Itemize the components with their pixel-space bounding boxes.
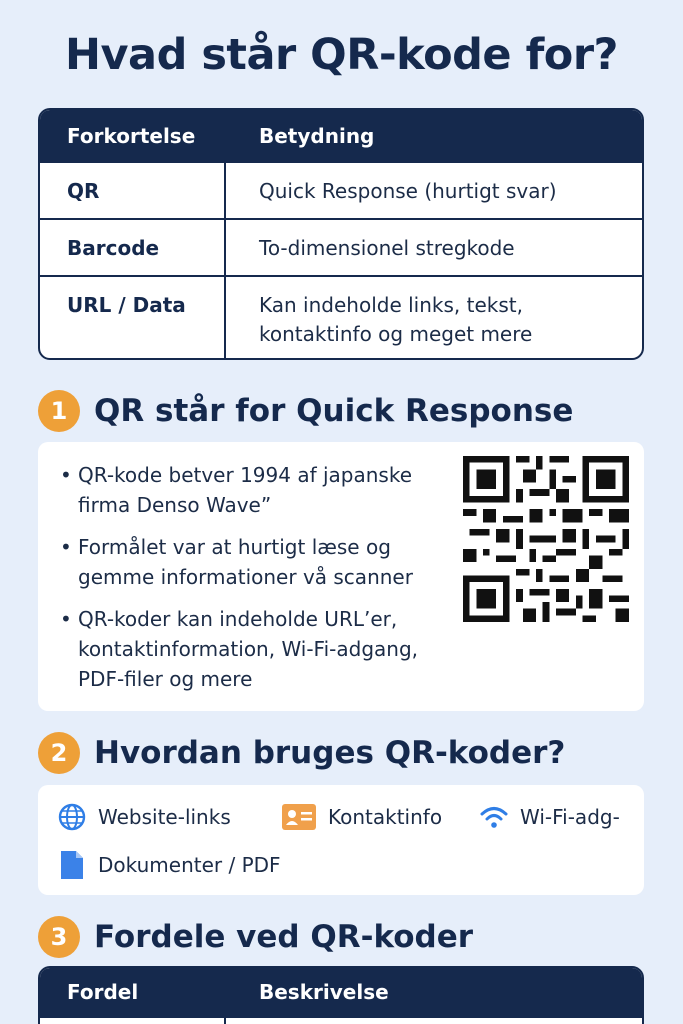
header-meaning: Betydning (259, 123, 375, 148)
table-row (40, 218, 642, 275)
use-label: Website-links (98, 805, 231, 829)
use-label: Wi-Fi-adg- (520, 805, 620, 829)
bullet-item: • Formålet var at hurtigt læse og gemme informationer vå scanner (60, 532, 460, 592)
row-cell (226, 1018, 642, 1024)
row-cell (40, 1018, 226, 1024)
page-title: Hvad står QR-kode for? (65, 30, 618, 80)
row-meaning-line: kontaktinfo og meget mere (259, 322, 533, 346)
section-title: Hvordan bruges QR-koder? (94, 735, 566, 771)
advantages-table (38, 966, 644, 1024)
row-meaning-line: Kan indeholde links, tekst, (259, 293, 523, 317)
row-term: URL / Data (40, 277, 226, 358)
abbreviation-table (38, 108, 644, 360)
row-meaning: Quick Response (hurtigt svar) (259, 178, 557, 203)
document-icon (58, 851, 86, 879)
quick-response-card (38, 442, 644, 711)
table-row (40, 1016, 642, 1024)
section-number-badge: 1 (38, 390, 80, 432)
header-abbreviation: Forkortelse (40, 110, 226, 161)
use-item-contact (282, 803, 442, 831)
use-item-wifi (480, 803, 620, 831)
use-label: Dokumenter / PDF (98, 853, 281, 877)
contact-card-icon (282, 803, 316, 831)
use-item-website (58, 803, 231, 831)
row-meaning: To-dimensionel stregkode (259, 235, 515, 260)
table-header-row (40, 968, 642, 1016)
section-3-heading (38, 916, 473, 958)
section-title: Fordele ved QR-koder (94, 919, 474, 955)
use-label: Kontaktinfo (328, 805, 443, 829)
uses-card (38, 785, 644, 895)
row-meaning (226, 277, 642, 358)
globe-icon (58, 803, 86, 831)
wifi-icon (480, 803, 508, 831)
table-row (40, 161, 642, 218)
table-header-row (40, 110, 642, 161)
table-row (40, 275, 642, 358)
section-number-badge: 2 (38, 732, 80, 774)
section-number-badge: 3 (38, 916, 80, 958)
use-item-documents (58, 851, 281, 879)
bullet-list (60, 460, 460, 706)
section-1-heading (38, 390, 573, 432)
section-title: QR står for Quick Response (94, 393, 574, 429)
bullet-item: • QR-kode betver 1994 af japanske firma Denso Wave” (60, 460, 460, 520)
header-advantage: Fordel (40, 968, 226, 1016)
section-2-heading (38, 732, 565, 774)
qr-code-icon (463, 456, 629, 622)
row-term: Barcode (40, 220, 226, 275)
row-term: QR (40, 163, 226, 218)
header-description: Beskrivelse (259, 980, 389, 1004)
bullet-item: • QR-koder kan indeholde URL’er, kontaktinformation, Wi-Fi-adgang, PDF-filer og mere (60, 604, 460, 694)
